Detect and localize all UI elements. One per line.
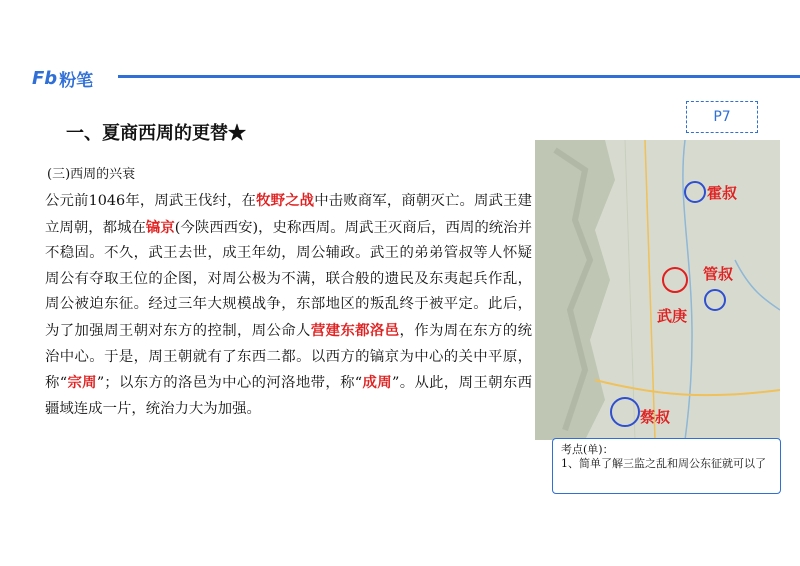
map-graphic: [535, 140, 780, 440]
body-paragraph: [45, 188, 532, 422]
brand-logo: [32, 66, 93, 91]
header-rule: [118, 75, 800, 78]
text-segment: ，作为周在东方的统治中心。于是，周王朝就有了东西二都。以西方的镐京为中心的关中平原，称“: [45, 322, 532, 392]
text-segment: 中击败商军，商朝灭亡。周武王建立周朝，都城在: [45, 193, 532, 236]
highlight-haojing: 镐京: [145, 218, 175, 236]
highlight-zongzhou: 宗周: [67, 374, 97, 392]
text-segment: (今陕西西安)，史称西周。周武王灭商后，西周的统治并不稳固。不久，武王去世，成王年幼，周公辅政。武王的弟弟管叔等人怀疑周公有夺取王位的企图，对周公极为不满，联合般的遗民及东夷起兵作乱，周公被迫东征。经过三年大规模战争，东部地区的叛乱终于被平定。此后，为了加强周王朝对东方的控制，周公命人: [45, 219, 532, 339]
brand-mark: Fb: [32, 68, 58, 89]
map-label-cai: 蔡叔: [640, 408, 671, 426]
text-segment: 公元前1046年，周武王伐纣，在: [45, 193, 257, 209]
callout-heading: 考点(单)：: [561, 443, 614, 456]
map-label-huo: 霍叔: [707, 184, 738, 202]
region-map: [535, 140, 780, 440]
map-label-guan: 管叔: [703, 265, 734, 283]
highlight-chengzhou: 成周: [362, 374, 392, 392]
callout-text: 1、简单了解三监之乱和周公东征就可以了: [561, 457, 766, 470]
section-title: 一、夏商西周的更替★: [66, 123, 246, 144]
exam-point-callout: [552, 438, 781, 494]
brand-name: 粉笔: [59, 71, 94, 91]
page-label: P7: [686, 101, 758, 133]
text-segment: ”。从此，周王朝东西疆域连成一片，统治力大为加强。: [45, 375, 532, 417]
map-label-wugeng: 武庚: [657, 307, 688, 325]
highlight-muye: 牧野之战: [256, 192, 315, 209]
highlight-luoyi: 营建东都洛邑: [310, 321, 400, 339]
section-subtitle: (三)西周的兴衰: [47, 167, 136, 182]
text-segment: ”；以东方的洛邑为中心的河洛地带，称“: [96, 375, 363, 392]
